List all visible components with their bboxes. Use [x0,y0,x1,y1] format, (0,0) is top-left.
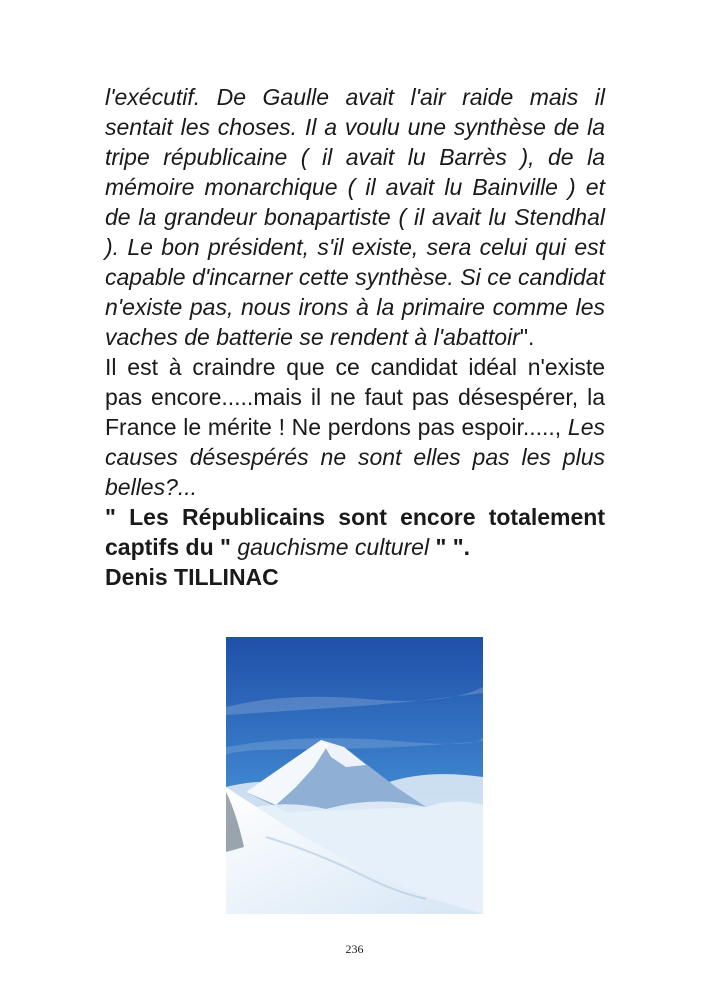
body-italic-text: Les causes désespérés ne sont elles pas les plus belles?... [105,414,606,500]
quote-italic-text: l'exécutif. De Gaulle avait l'air raide mais il sentait les choses. Il a voulu une synthèse de la tripe républicaine ( il avait lu Barrès ), de la mémoire monarchique ( il avait lu Bainville ) et de la grandeur bonapartiste ( il avait lu Stendhal ). Le bon président, s'il existe, sera celui qui est capable d'incarner cette synthèse. Si ce candidat n'existe pas, nous irons à la primaire comme les vaches de batterie se rendent à l'abattoir [105,84,605,350]
bold-quote [105,502,605,562]
body-paragraph [105,352,605,502]
mountain-image [226,637,483,914]
page-text [105,82,605,592]
bold-quote-end: " ". [429,534,471,560]
page-number: 236 [345,942,364,956]
bold-quote-italic: gauchisme culturel [237,534,430,560]
mountain-illustration [226,637,483,914]
body-text: Il est à craindre que ce candidat idéal n'existe pas encore.....mais il ne faut pas désespérer, la France le mérite ! Ne perdons pas espoir....., [105,354,605,440]
bold-quote-start: " Les Républicains sont encore totalement captifs du " [105,504,605,560]
quote-close-mark: ". [519,324,535,350]
author-name: Denis TILLINAC [105,564,279,590]
quote-paragraph [105,82,605,352]
